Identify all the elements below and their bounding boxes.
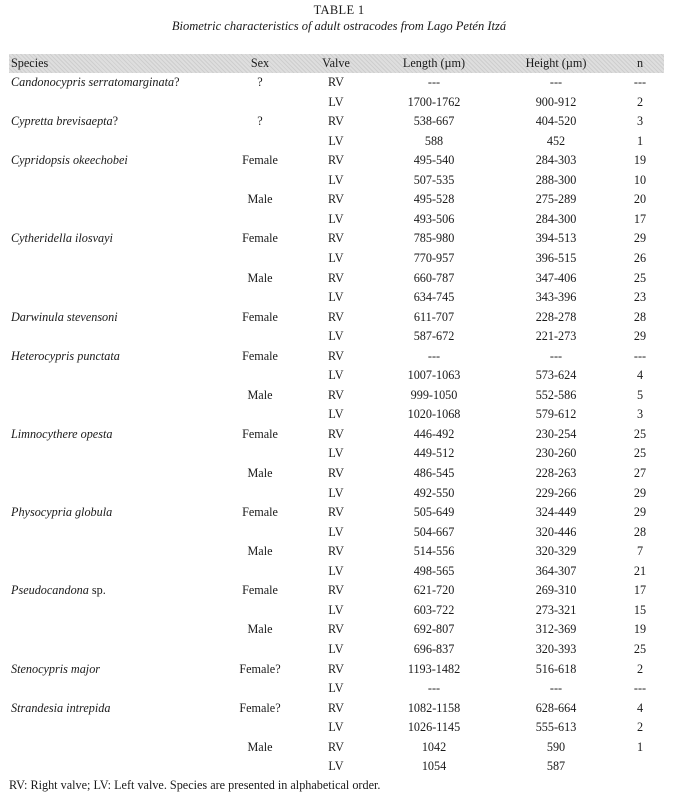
cell-sex bbox=[215, 405, 305, 425]
cell-n: 27 bbox=[633, 466, 647, 480]
cell-species bbox=[11, 405, 231, 425]
table-header-row bbox=[0, 54, 678, 74]
cell-height: 284-300 bbox=[535, 211, 577, 226]
cell-length: 785-980 bbox=[413, 231, 455, 246]
cell-length: 999-1050 bbox=[410, 387, 458, 402]
species-name: Heterocypris punctata bbox=[11, 348, 120, 363]
table-row bbox=[0, 151, 678, 171]
cell-n: 20 bbox=[633, 192, 647, 207]
cell-species bbox=[11, 581, 231, 601]
cell-n: 17 bbox=[633, 211, 647, 226]
species-name: Darwinula stevensoni bbox=[11, 309, 118, 324]
cell-valve: RV bbox=[328, 544, 344, 559]
cell-valve: LV bbox=[328, 329, 344, 344]
cell-valve: RV bbox=[328, 114, 344, 129]
cell-valve: RV bbox=[328, 270, 344, 285]
cell-length: 493-506 bbox=[413, 211, 455, 226]
cell-n: --- bbox=[633, 75, 647, 89]
table-row bbox=[0, 210, 678, 230]
cell-species bbox=[11, 503, 231, 523]
column-header-height: Height (µm) bbox=[525, 55, 587, 70]
table-row bbox=[0, 386, 678, 406]
cell-height: 320-446 bbox=[535, 524, 577, 539]
cell-valve: RV bbox=[328, 153, 344, 168]
cell-length: --- bbox=[427, 681, 441, 696]
cell-species bbox=[11, 229, 231, 249]
cell-sex bbox=[215, 132, 305, 152]
cell-species bbox=[11, 132, 231, 152]
table-row bbox=[0, 620, 678, 640]
table-row bbox=[0, 425, 678, 445]
cell-sex bbox=[215, 484, 305, 504]
cell-height: 555-613 bbox=[535, 720, 577, 735]
cell-n: 1 bbox=[636, 739, 644, 754]
cell-height: 587 bbox=[546, 759, 566, 774]
cell-species bbox=[11, 73, 231, 93]
cell-valve: LV bbox=[328, 407, 344, 422]
cell-height: 320-393 bbox=[535, 641, 577, 656]
species-name: Pseudocandona bbox=[11, 583, 89, 598]
cell-height: 452 bbox=[546, 133, 566, 148]
cell-valve: RV bbox=[328, 466, 344, 480]
cell-species bbox=[11, 444, 231, 464]
cell-height: 552-586 bbox=[535, 387, 577, 402]
cell-length: 1054 bbox=[421, 759, 447, 774]
species-name: Stenocypris major bbox=[11, 661, 101, 676]
cell-species bbox=[11, 718, 231, 738]
cell-height: 364-307 bbox=[535, 563, 577, 578]
cell-valve: RV bbox=[328, 75, 344, 89]
cell-sex: Male bbox=[247, 739, 273, 754]
cell-species bbox=[11, 347, 231, 367]
table-row bbox=[0, 132, 678, 152]
cell-valve: LV bbox=[328, 602, 344, 617]
cell-valve: RV bbox=[328, 426, 344, 441]
cell-sex bbox=[215, 327, 305, 347]
cell-n: 3 bbox=[636, 114, 644, 129]
cell-height: --- bbox=[549, 75, 563, 89]
cell-sex: Male bbox=[247, 544, 273, 559]
cell-species bbox=[11, 679, 231, 699]
cell-n: 2 bbox=[636, 94, 644, 109]
species-name: Physocypria globula bbox=[11, 505, 113, 520]
cell-species bbox=[11, 151, 231, 171]
cell-length: 1007-1063 bbox=[407, 368, 461, 383]
cell-sex: Female bbox=[242, 153, 278, 168]
cell-sex: Male bbox=[247, 622, 273, 637]
table-row bbox=[0, 405, 678, 425]
cell-length: 1020-1068 bbox=[407, 407, 461, 422]
species-name: Strandesia intrepida bbox=[11, 700, 111, 715]
table-row bbox=[0, 73, 678, 93]
cell-species bbox=[11, 386, 231, 406]
cell-valve: LV bbox=[328, 759, 344, 774]
cell-valve: RV bbox=[328, 231, 344, 246]
table-row bbox=[0, 347, 678, 367]
cell-species bbox=[11, 738, 231, 758]
cell-n: 7 bbox=[636, 544, 644, 559]
cell-n: 2 bbox=[636, 661, 644, 676]
cell-valve: RV bbox=[328, 387, 344, 402]
cell-species bbox=[11, 620, 231, 640]
cell-length: 495-528 bbox=[413, 192, 455, 207]
cell-length: 538-667 bbox=[413, 114, 455, 129]
cell-sex: Male bbox=[247, 387, 273, 402]
table-row bbox=[0, 542, 678, 562]
cell-n: 4 bbox=[636, 700, 644, 715]
cell-length: 587-672 bbox=[413, 329, 455, 344]
table-row bbox=[0, 581, 678, 601]
table-row bbox=[0, 366, 678, 386]
cell-species bbox=[11, 190, 231, 210]
cell-length: 1042 bbox=[421, 739, 447, 754]
cell-sex: Female bbox=[242, 348, 278, 363]
species-name: Cypretta brevisaepta bbox=[11, 114, 113, 129]
cell-height: --- bbox=[549, 681, 563, 696]
cell-length: 611-707 bbox=[413, 309, 455, 324]
table-row bbox=[0, 288, 678, 308]
cell-n: 28 bbox=[633, 309, 647, 324]
table-footnote: RV: Right valve; LV: Left valve. Species are presented in alphabetical order. bbox=[9, 778, 381, 792]
cell-species bbox=[11, 523, 231, 543]
cell-sex: Female bbox=[242, 505, 278, 520]
cell-length: 621-720 bbox=[413, 583, 455, 598]
table-row bbox=[0, 660, 678, 680]
cell-height: 579-612 bbox=[535, 407, 577, 422]
cell-height: 320-329 bbox=[535, 544, 577, 559]
cell-height: 288-300 bbox=[535, 172, 577, 187]
cell-sex: ? bbox=[257, 114, 263, 129]
cell-length: --- bbox=[427, 75, 441, 89]
species-suffix: sp. bbox=[88, 583, 106, 598]
cell-length: 504-667 bbox=[413, 524, 455, 539]
cell-height: 396-515 bbox=[535, 250, 577, 265]
cell-species bbox=[11, 171, 231, 191]
cell-length: 507-535 bbox=[413, 172, 455, 187]
cell-height: 628-664 bbox=[535, 700, 577, 715]
cell-n: --- bbox=[633, 681, 647, 696]
species-name: Limnocythere opesta bbox=[11, 426, 113, 441]
cell-sex: Male bbox=[247, 466, 273, 480]
cell-height: 230-260 bbox=[535, 446, 577, 461]
cell-height: 573-624 bbox=[535, 368, 577, 383]
cell-valve: LV bbox=[328, 485, 344, 500]
table-row bbox=[0, 308, 678, 328]
cell-species bbox=[11, 640, 231, 660]
column-header-valve: Valve bbox=[322, 55, 350, 70]
cell-sex bbox=[215, 679, 305, 699]
column-header-n: n bbox=[636, 55, 644, 70]
cell-height: 343-396 bbox=[535, 290, 577, 305]
table-row bbox=[0, 229, 678, 249]
cell-valve: LV bbox=[328, 681, 344, 696]
cell-sex: Male bbox=[247, 192, 273, 207]
cell-n: 10 bbox=[633, 172, 647, 187]
table-title: TABLE 1 bbox=[313, 3, 365, 17]
cell-sex bbox=[215, 562, 305, 582]
cell-height: 273-321 bbox=[535, 602, 577, 617]
table-row bbox=[0, 93, 678, 113]
cell-species bbox=[11, 308, 231, 328]
cell-height: 324-449 bbox=[535, 505, 577, 520]
cell-species bbox=[11, 112, 231, 132]
cell-species bbox=[11, 542, 231, 562]
cell-valve: RV bbox=[328, 700, 344, 715]
cell-n: 26 bbox=[633, 250, 647, 265]
cell-species bbox=[11, 327, 231, 347]
cell-sex: ? bbox=[257, 75, 263, 89]
species-name: Cytheridella ilosvayi bbox=[11, 231, 113, 246]
table-subtitle: Biometric characteristics of adult ostracodes from Lago Petén Itzá bbox=[171, 19, 507, 33]
column-header-sex: Sex bbox=[250, 55, 270, 70]
table-row bbox=[0, 562, 678, 582]
cell-sex bbox=[215, 601, 305, 621]
cell-valve: RV bbox=[328, 192, 344, 207]
table-row bbox=[0, 464, 678, 484]
cell-sex bbox=[215, 523, 305, 543]
cell-species bbox=[11, 425, 231, 445]
cell-valve: RV bbox=[328, 309, 344, 324]
column-header-species: Species bbox=[11, 55, 49, 70]
cell-n: 29 bbox=[633, 485, 647, 500]
cell-valve: RV bbox=[328, 622, 344, 637]
cell-height: --- bbox=[549, 348, 563, 363]
cell-height: 228-278 bbox=[535, 309, 577, 324]
cell-n: 25 bbox=[633, 446, 647, 461]
cell-sex: Female bbox=[242, 309, 278, 324]
cell-valve: RV bbox=[328, 348, 344, 363]
cell-height: 900-912 bbox=[535, 94, 577, 109]
table-row bbox=[0, 484, 678, 504]
cell-n: 2 bbox=[636, 720, 644, 735]
cell-n: 15 bbox=[633, 602, 647, 617]
column-header-length: Length (µm) bbox=[402, 55, 466, 70]
cell-height: 229-266 bbox=[535, 485, 577, 500]
cell-length: 492-550 bbox=[413, 485, 455, 500]
cell-n bbox=[610, 757, 670, 777]
cell-species bbox=[11, 562, 231, 582]
cell-height: 221-273 bbox=[535, 329, 577, 344]
cell-n: 28 bbox=[633, 524, 647, 539]
cell-sex: Male bbox=[247, 270, 273, 285]
cell-length: 514-556 bbox=[413, 544, 455, 559]
species-name: Cypridopsis okeechobei bbox=[11, 153, 128, 168]
cell-sex bbox=[215, 640, 305, 660]
cell-species bbox=[11, 93, 231, 113]
cell-n: 19 bbox=[633, 153, 647, 168]
cell-sex: Female bbox=[242, 426, 278, 441]
table-row bbox=[0, 171, 678, 191]
cell-length: 1082-1158 bbox=[407, 700, 461, 715]
cell-valve: RV bbox=[328, 661, 344, 676]
cell-n: 5 bbox=[636, 387, 644, 402]
cell-height: 269-310 bbox=[535, 583, 577, 598]
cell-species bbox=[11, 601, 231, 621]
cell-species bbox=[11, 484, 231, 504]
cell-n: 29 bbox=[633, 329, 647, 344]
cell-valve: LV bbox=[328, 172, 344, 187]
cell-n: 23 bbox=[633, 290, 647, 305]
table-row bbox=[0, 269, 678, 289]
cell-length: 660-787 bbox=[413, 270, 455, 285]
cell-species bbox=[11, 288, 231, 308]
cell-length: 1026-1145 bbox=[407, 720, 461, 735]
cell-length: 505-649 bbox=[413, 505, 455, 520]
cell-n: 17 bbox=[633, 583, 647, 598]
cell-length: 486-545 bbox=[413, 466, 455, 480]
table-row bbox=[0, 327, 678, 347]
cell-valve: RV bbox=[328, 505, 344, 520]
cell-length: 495-540 bbox=[413, 153, 455, 168]
cell-n: 21 bbox=[633, 563, 647, 578]
cell-n: 29 bbox=[633, 505, 647, 520]
table-row bbox=[0, 718, 678, 738]
cell-species bbox=[11, 366, 231, 386]
cell-n: 29 bbox=[633, 231, 647, 246]
table-row bbox=[0, 190, 678, 210]
cell-sex bbox=[215, 93, 305, 113]
cell-length: 588 bbox=[424, 133, 444, 148]
cell-height: 590 bbox=[546, 739, 566, 754]
cell-height: 404-520 bbox=[535, 114, 577, 129]
species-suffix: ? bbox=[112, 114, 119, 129]
table-row bbox=[0, 249, 678, 269]
table-row bbox=[0, 523, 678, 543]
cell-length: 692-807 bbox=[413, 622, 455, 637]
cell-length: 498-565 bbox=[413, 563, 455, 578]
cell-height: 516-618 bbox=[535, 661, 577, 676]
cell-sex bbox=[215, 757, 305, 777]
cell-n: 3 bbox=[636, 407, 644, 422]
cell-sex bbox=[215, 718, 305, 738]
cell-sex: Female? bbox=[239, 661, 281, 676]
cell-valve: LV bbox=[328, 133, 344, 148]
cell-valve: LV bbox=[328, 250, 344, 265]
cell-height: 394-513 bbox=[535, 231, 577, 246]
cell-n: 19 bbox=[633, 622, 647, 637]
cell-sex: Female? bbox=[239, 700, 281, 715]
cell-species bbox=[11, 210, 231, 230]
cell-valve: RV bbox=[328, 739, 344, 754]
species-name: Candonocypris serratomarginata bbox=[11, 75, 175, 89]
table-row bbox=[0, 757, 678, 777]
cell-species bbox=[11, 249, 231, 269]
cell-sex: Female bbox=[242, 231, 278, 246]
cell-sex bbox=[215, 366, 305, 386]
cell-n: --- bbox=[633, 348, 647, 363]
cell-valve: LV bbox=[328, 524, 344, 539]
cell-sex bbox=[215, 171, 305, 191]
species-suffix: ? bbox=[174, 75, 180, 89]
cell-valve: LV bbox=[328, 563, 344, 578]
cell-valve: LV bbox=[328, 94, 344, 109]
cell-species bbox=[11, 699, 231, 719]
cell-length: 1193-1482 bbox=[407, 661, 461, 676]
cell-valve: LV bbox=[328, 368, 344, 383]
cell-valve: LV bbox=[328, 641, 344, 656]
cell-sex: Female bbox=[242, 583, 278, 598]
table-row bbox=[0, 699, 678, 719]
table-row bbox=[0, 444, 678, 464]
cell-species bbox=[11, 464, 231, 484]
cell-species bbox=[11, 660, 231, 680]
cell-sex bbox=[215, 444, 305, 464]
cell-sex bbox=[215, 249, 305, 269]
cell-length: 696-837 bbox=[413, 641, 455, 656]
cell-length: --- bbox=[427, 348, 441, 363]
table-row bbox=[0, 601, 678, 621]
cell-length: 603-722 bbox=[413, 602, 455, 617]
table-row bbox=[0, 738, 678, 758]
cell-length: 770-957 bbox=[413, 250, 455, 265]
cell-valve: LV bbox=[328, 720, 344, 735]
cell-sex bbox=[215, 288, 305, 308]
cell-valve: RV bbox=[328, 583, 344, 598]
cell-n: 25 bbox=[633, 426, 647, 441]
cell-height: 312-369 bbox=[535, 622, 577, 637]
cell-n: 4 bbox=[636, 368, 644, 383]
cell-species bbox=[11, 757, 231, 777]
cell-valve: LV bbox=[328, 211, 344, 226]
cell-n: 25 bbox=[633, 641, 647, 656]
cell-valve: LV bbox=[328, 446, 344, 461]
cell-height: 228-263 bbox=[535, 466, 577, 480]
cell-height: 275-289 bbox=[535, 192, 577, 207]
cell-n: 25 bbox=[633, 270, 647, 285]
cell-length: 446-492 bbox=[413, 426, 455, 441]
cell-sex bbox=[215, 210, 305, 230]
cell-valve: LV bbox=[328, 290, 344, 305]
table-row bbox=[0, 503, 678, 523]
cell-species bbox=[11, 269, 231, 289]
cell-length: 1700-1762 bbox=[407, 94, 461, 109]
cell-height: 230-254 bbox=[535, 426, 577, 441]
cell-length: 634-745 bbox=[413, 290, 455, 305]
table-row bbox=[0, 679, 678, 699]
cell-n: 1 bbox=[636, 133, 644, 148]
table-row bbox=[0, 640, 678, 660]
cell-length: 449-512 bbox=[413, 446, 455, 461]
table-row bbox=[0, 112, 678, 132]
cell-height: 347-406 bbox=[535, 270, 577, 285]
cell-height: 284-303 bbox=[535, 153, 577, 168]
